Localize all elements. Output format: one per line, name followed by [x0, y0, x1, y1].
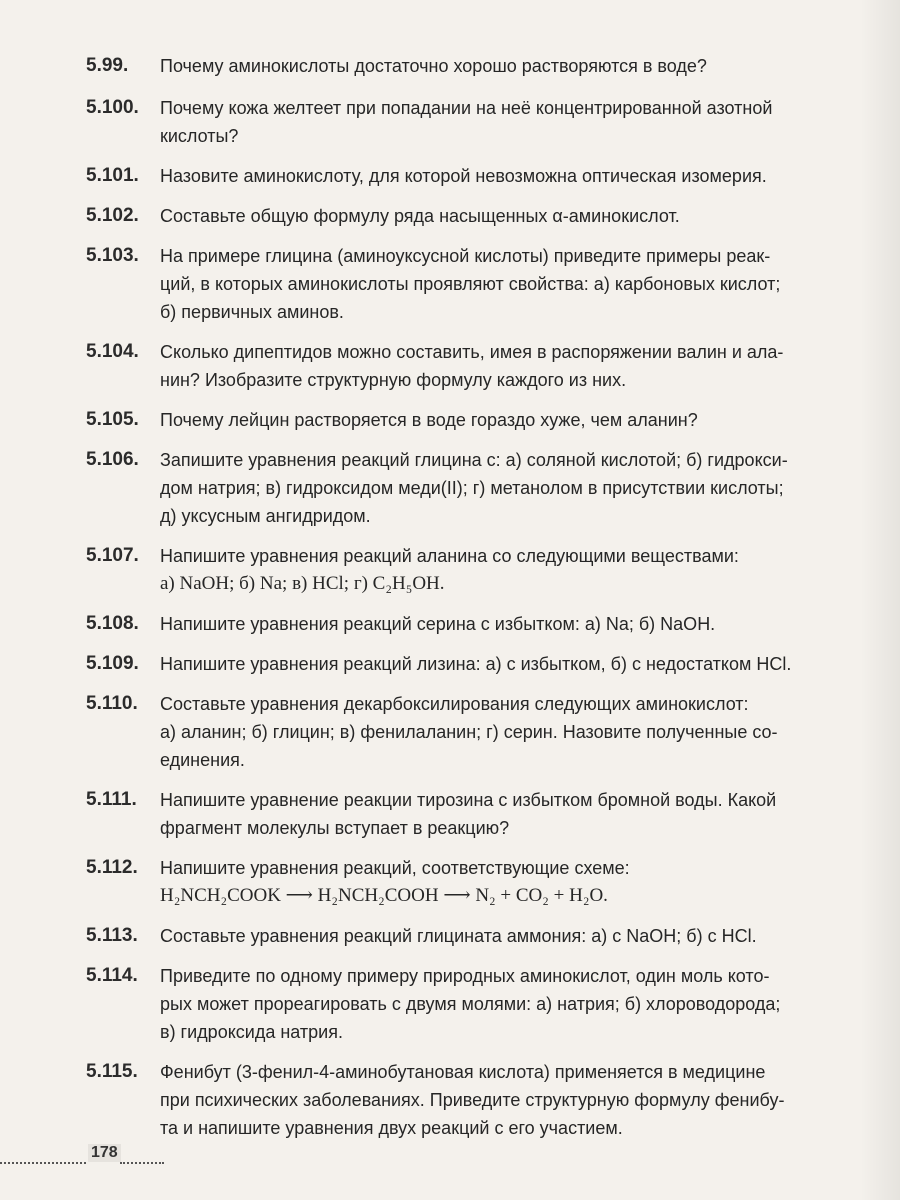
problem-line: рых может прореагировать с двумя молями: а) натрия; б) хлороводорода; [160, 994, 781, 1014]
reaction-scheme: H₂NCH₂COOK ⟶ H₂NCH₂COOH ⟶ N₂ + CO₂ + H₂O. [160, 885, 608, 906]
problem-item [86, 690, 878, 774]
problem-number: 5.113. [86, 925, 138, 946]
problem-line: Напишите уравнения реакций, соответствующие схеме: [160, 858, 630, 878]
problem-text [160, 786, 878, 842]
problem-line: Почему аминокислоты достаточно хорошо растворяются в воде? [160, 56, 707, 76]
problem-text [160, 338, 878, 394]
problem-number: 5.99. [86, 55, 129, 76]
problem-item [86, 922, 878, 950]
problem-item [86, 338, 878, 394]
problem-line: Составьте уравнения реакций глицината аммония: а) с NaOH; б) с HCl. [160, 926, 757, 946]
problem-text [160, 52, 878, 80]
problem-number: 5.114. [86, 965, 138, 986]
problem-text [160, 446, 878, 530]
problem-item [86, 650, 878, 678]
problem-line: Приведите по одному примеру природных аминокислот, один моль кото- [160, 966, 770, 986]
problem-line: Составьте общую формулу ряда насыщенных α-аминокислот. [160, 206, 680, 226]
problem-line: нин? Изобразите структурную формулу каждого из них. [160, 370, 627, 390]
problem-line: Сколько дипептидов можно составить, имея в распоряжении валин и ала- [160, 342, 784, 362]
page-footer [0, 1142, 200, 1168]
problem-item [86, 242, 878, 326]
problem-item [86, 202, 878, 230]
problem-item [86, 854, 878, 910]
problem-text [160, 406, 878, 434]
problem-text [160, 94, 878, 150]
problem-text [160, 542, 878, 598]
problem-text [160, 922, 878, 950]
problem-number: 5.100. [86, 97, 139, 118]
problem-line: дом натрия; в) гидроксидом меди(II); г) метанолом в присутствии кислоты; [160, 478, 784, 498]
problem-text [160, 610, 878, 638]
problem-number: 5.106. [86, 449, 139, 470]
problem-line: единения. [160, 750, 245, 770]
problem-number: 5.109. [86, 653, 139, 674]
problem-line: Фенибут (3-фенил-4-аминобутановая кислота) применяется в медицине [160, 1062, 766, 1082]
problem-number: 5.112. [86, 857, 138, 878]
page-number: 178 [88, 1144, 121, 1162]
problem-item [86, 1058, 878, 1142]
problem-text [160, 690, 878, 774]
dotted-rule [0, 1162, 86, 1164]
problem-line: Напишите уравнения реакций аланина со следующими веществами: [160, 546, 739, 566]
problem-number: 5.105. [86, 409, 139, 430]
problem-line: Почему кожа желтеет при попадании на неё концентрированной азотной [160, 98, 773, 118]
problem-item [86, 610, 878, 638]
problem-text [160, 650, 878, 678]
problem-line: Запишите уравнения реакций глицина с: а) соляной кислотой; б) гидрокси- [160, 450, 788, 470]
problem-item [86, 542, 878, 598]
problem-item [86, 52, 878, 80]
problem-text [160, 962, 878, 1046]
problem-number: 5.108. [86, 613, 139, 634]
problem-text [160, 1058, 878, 1142]
problem-item [86, 162, 878, 190]
problem-number: 5.102. [86, 205, 139, 226]
problem-item [86, 962, 878, 1046]
problem-text [160, 854, 878, 910]
problem-text [160, 202, 878, 230]
problem-line: Почему лейцин растворяется в воде гораздо хуже, чем аланин? [160, 410, 698, 430]
problem-item [86, 406, 878, 434]
problem-item [86, 786, 878, 842]
problem-line: в) гидроксида натрия. [160, 1022, 343, 1042]
problem-number: 5.104. [86, 341, 139, 362]
problem-list [86, 52, 878, 1142]
problem-text [160, 162, 878, 190]
problem-line: при психических заболеваниях. Приведите структурную формулу фенибу- [160, 1090, 785, 1110]
problem-line: б) первичных аминов. [160, 302, 344, 322]
problem-line: Напишите уравнения реакций лизина: а) с избытком, б) с недостатком HCl. [160, 654, 792, 674]
problem-line: кислоты? [160, 126, 239, 146]
problem-item [86, 94, 878, 150]
problem-line: а) аланин; б) глицин; в) фенилаланин; г) серин. Назовите полученные со- [160, 722, 778, 742]
problem-number: 5.111. [86, 789, 137, 810]
problem-line: Напишите уравнение реакции тирозина с избытком бромной воды. Какой [160, 790, 777, 810]
formula-line: а) NaOH; б) Na; в) HCl; г) C₂H₅OH. [160, 573, 445, 594]
problem-line: та и напишите уравнения двух реакций с его участием. [160, 1118, 623, 1138]
problem-number: 5.110. [86, 693, 138, 714]
dotted-rule [120, 1162, 164, 1164]
problem-number: 5.107. [86, 545, 139, 566]
problem-line: д) уксусным ангидридом. [160, 506, 371, 526]
problem-line: На примере глицина (аминоуксусной кислоты) приведите примеры реак- [160, 246, 771, 266]
problem-line: фрагмент молекулы вступает в реакцию? [160, 818, 510, 838]
problem-line: Напишите уравнения реакций серина с избытком: а) Na; б) NaOH. [160, 614, 716, 634]
problem-line: Назовите аминокислоту, для которой невозможна оптическая изомерия. [160, 166, 767, 186]
problem-text [160, 242, 878, 326]
problem-number: 5.115. [86, 1061, 138, 1082]
problem-number: 5.103. [86, 245, 139, 266]
problem-item [86, 446, 878, 530]
problem-number: 5.101. [86, 165, 139, 186]
problem-line: Составьте уравнения декарбоксилирования следующих аминокислот: [160, 694, 749, 714]
problem-line: ций, в которых аминокислоты проявляют свойства: а) карбоновых кислот; [160, 274, 781, 294]
